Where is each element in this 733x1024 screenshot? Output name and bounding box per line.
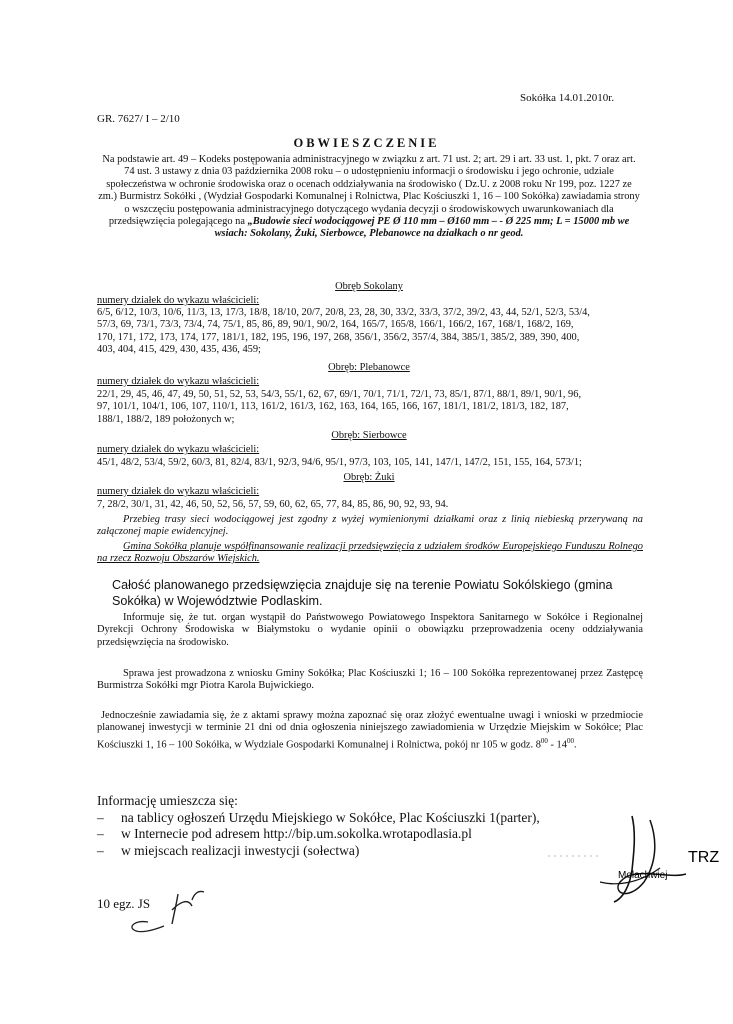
section-label-zuki: numery działek do wykazu właścicieli: [97, 486, 260, 497]
document-title: OBWIESZCZENIE [293, 136, 440, 150]
access-note-mid: - 14 [547, 739, 567, 751]
parcel-line: 22/1, 29, 45, 46, 47, 49, 50, 51, 52, 53, 54/3, 55/1, 62, 67, 69/1, 70/1, 71/1, 72/1, 73, 85/1, 87/1, 88/1, 89/1, 90/1, 96, [97, 389, 582, 400]
burmistrz-signature [540, 812, 730, 922]
list-item: – w Internecie pod adresem http://bip.um.sokolka.wrotapodlasia.pl [97, 826, 540, 843]
inform-note: Informuje się, że tut. organ wystąpił do Państwowego Powiatowego Inspektora Sanitarnego w Sokółce i Regionalnej Dyrekcji Ochrony Środowiska w Białymstoku o wydanie opinii o obowiązku przeprowadzenia oceny oddziaływania przedsięwzięcia na środowisko. [97, 612, 643, 648]
hour-sup: 00 [566, 736, 574, 745]
parcel-line: 97, 101/1, 104/1, 106, 107, 110/1, 113, 161/2, 161/3, 162, 163, 164, 165, 166, 167, 181/1, 181/2, 181/3, 182, 187, [97, 401, 569, 413]
section-heading-sokolany: Obręb Sokolany [335, 281, 403, 292]
parcel-line: 45/1, 48/2, 53/4, 59/2, 60/3, 81, 82/4, 83/1, 92/3, 94/6, 95/1, 97/3, 103, 105, 141, 147/1, 147/2, 151, 155, 164, 573/1; [97, 457, 582, 468]
section-label-sokolany: numery działek do wykazu właścicieli: [97, 295, 260, 306]
access-note-end: . [573, 739, 577, 751]
info-list [97, 810, 540, 860]
section-heading-zuki: Obręb: Żuki [343, 472, 395, 483]
date-line: Sokółka 14.01.2010r. [520, 92, 615, 104]
parcel-line: 6/5, 6/12, 10/3, 10/6, 11/3, 13, 17/3, 18/8, 18/10, 20/7, 20/8, 23, 28, 30, 33/2, 33/3, 37/2, 39/2, 43, 44, 52/1, 52/3, 53/4, [97, 307, 590, 318]
intro-project-name: „Budowie sieci wodociągowej PE Ø 110 mm – Ø160 mm – - Ø 225 mm; L = 15000 mb we wsiach: Sokolany, Żuki, Sierbowce, Plebanowce na działkach o nr geod. [214, 216, 630, 240]
hour-sup: 00 [540, 736, 548, 745]
initials-signature [118, 880, 218, 940]
section-label-plebanowce: numery działek do wykazu właścicieli: [97, 376, 260, 387]
section-lines-sierbowce [97, 457, 643, 469]
stamp-name: Mołachwiej [618, 870, 668, 881]
parcel-line: 170, 171, 172, 173, 174, 177, 181/1, 182, 195, 196, 197, 268, 356/1, 356/2, 357/4, 384, 385/1, 385/2, 389, 390, 400, [97, 331, 580, 343]
access-note [97, 710, 643, 752]
info-heading: Informację umieszcza się: [97, 793, 238, 808]
section-lines-sokolany [97, 307, 643, 357]
intro-paragraph [97, 154, 641, 241]
intro-lead-text: Na podstawie art. 49 – Kodeks postępowania administracyjnego w związku z art. 71 ust. 2; art. 29 i art. 33 ust. 1, pkt. 7 oraz art. 74 ust. 3 ustawy z dnia 03 października 2008 roku – o udostępnieniu informacji o środowisku i jego ochronie, udziale społeczeństwa w ochronie środowiska oraz o ocenach oddziaływania na środowisko ( Dz.U. z 2008 roku Nr 199, poz. 1227 ze zm.) Burmistrz Sokółki , (Wydział Gospodarki Komunalnej i Rolnictwa, Plac Kościuszki 1, 16 – 100 Sokółka) zawiadamia strony o wszczęciu postępowania administracyjnego dotyczącego wydania decyzji o środowiskowych uwarunkowaniach dla przedsięwzięcia polegającego na [98, 154, 640, 228]
case-note: Sprawa jest prowadzona z wniosku Gminy Sokółka; Plac Kościuszki 1; 16 – 100 Sokółka reprezentowanej przez Zastępcę Burmistrza Sokółki mgr Piotra Karola Bujwickiego. [97, 668, 643, 692]
parcel-line: 7, 28/2, 30/1, 31, 42, 46, 50, 52, 56, 57, 59, 60, 62, 65, 77, 84, 85, 86, 90, 92, 93, 94. [97, 499, 449, 510]
section-lines-plebanowce [97, 389, 643, 426]
list-item: – w miejscach realizacji inwestycji (sołectwa) [97, 843, 540, 860]
route-note: Przebieg trasy sieci wodociągowej jest zgodny z wyżej wymienionymi działkami oraz z linią niebieską przerywaną na załączonej mapie ewidencyjnej. [97, 514, 643, 538]
stamp-title: TRZ [688, 849, 720, 866]
section-lines-zuki [97, 499, 643, 511]
parcel-line: 403, 404, 415, 429, 430, 435, 436, 459; [97, 344, 261, 356]
reference-number: GR. 7627/ I – 2/10 [97, 113, 180, 125]
section-heading-sierbowce: Obręb: Sierbowce [331, 430, 407, 441]
funding-note: Gmina Sokółka planuje współfinansowanie realizacji przedsięwzięcia z udziałem środków Europejskiego Funduszu Rolnego na rzecz Rozwoju Obszarów Wiejskich. [97, 541, 643, 565]
parcel-line: 57/3, 69, 73/1, 73/3, 73/4, 74, 75/1, 85, 86, 89, 90/1, 90/2, 164, 165/7, 165/8, 166/1, 166/2, 167, 168/1, 168/2, 169, [97, 319, 574, 331]
list-item: – na tablicy ogłoszeń Urzędu Miejskiego w Sokółce, Plac Kościuszki 1(parter), [97, 810, 540, 827]
section-label-sierbowce: numery działek do wykazu właścicieli: [97, 444, 260, 455]
area-note: Całość planowanego przedsięwzięcia znajduje się na terenie Powiatu Sokólskiego (gmina Sokółka) w Województwie Podlaskim. [112, 578, 613, 608]
info-block [97, 793, 540, 859]
access-note-text: Jednocześnie zawiadamia się, że z aktami sprawy można zapoznać się oraz złożyć ewentualne uwagi i wnioski w przedmiocie planowanej inwestycji w terminie 21 dni od dnia ogłoszenia niniejszego zawiadomienia w Urzędzie Miejskim w Sokółce; Plac Kościuszki 1, 16 – 100 Sokółka, w Wydziale Gospodarki Komunalnej i Rolnictwa, pokój nr 105 w godz. 8 [97, 710, 643, 751]
parcel-line: 188/1, 188/2, 189 położonych w; [97, 413, 235, 425]
section-heading-plebanowce: Obręb: Plebanowce [328, 362, 410, 373]
copies-note: 10 egz. JS [97, 896, 151, 911]
